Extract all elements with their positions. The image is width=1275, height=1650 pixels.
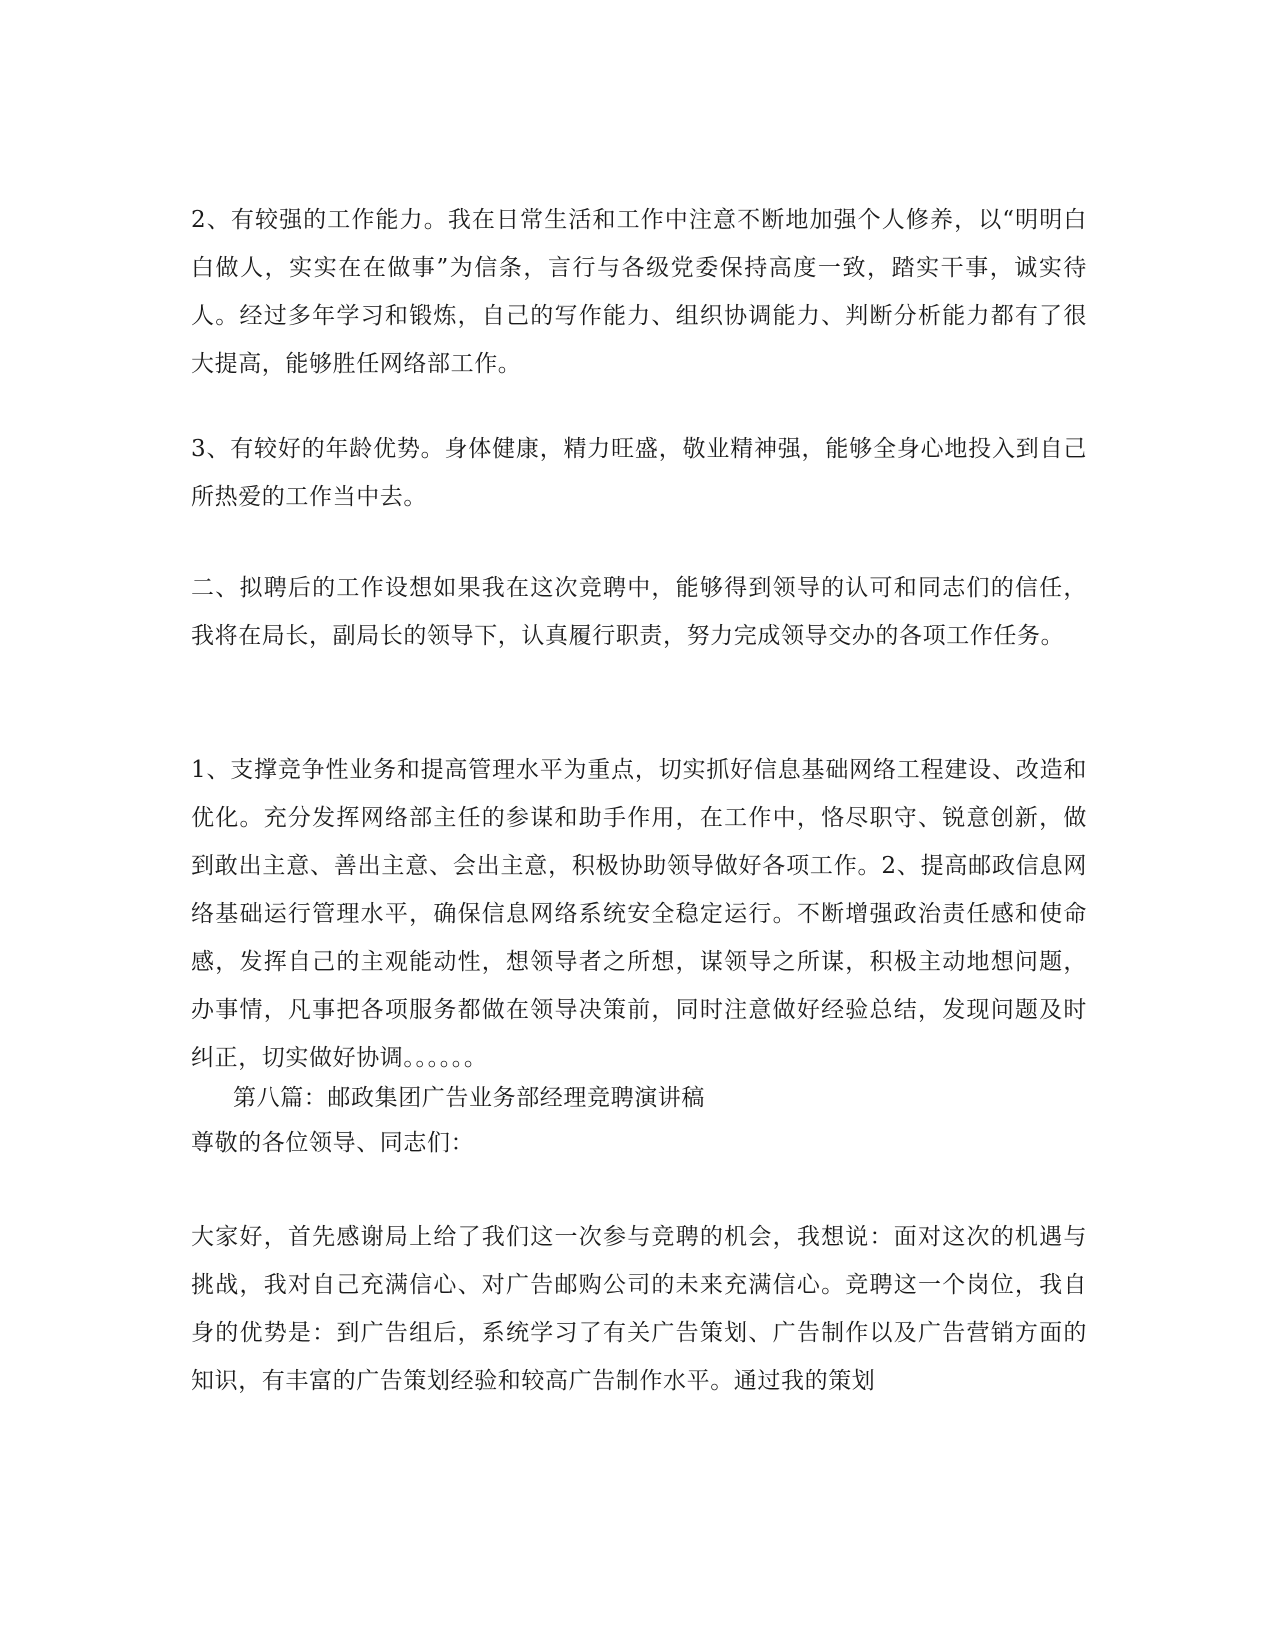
- paragraph-age-advantage: 3、有较好的年龄优势。身体健康，精力旺盛，敬业精神强，能够全身心地投入到自己所热爱的工作当中去。: [191, 436, 1087, 510]
- paragraph-work-plan: 二、拟聘后的工作设想如果我在这次竞聘中，能够得到领导的认可和同志们的信任，我将在局长，副局长的领导下，认真履行职责，努力完成领导交办的各项工作任务。: [191, 575, 1087, 649]
- section-title: 第八篇：邮政集团广告业务部经理竞聘演讲稿: [233, 1085, 705, 1111]
- paragraph-work-measures: 1、支撑竞争性业务和提高管理水平为重点，切实抓好信息基础网络工程建设、改造和优化。充分发挥网络部主任的参谋和助手作用，在工作中，恪尽职守、锐意创新，做到敢出主意、善出主意、会出主意，积极协助领导做好各项工作。2、提高邮政信息网络基础运行管理水平，确保信息网络系统安全稳定运行。不断增强政治责任感和使命感，发挥自己的主观能动性，想领导者之所想，谋领导之所谋，积极主动地想问题，办事情，凡事把各项服务都做在领导决策前，同时注意做好经验总结，发现问题及时纠正，切实做好协调。。。。。。: [191, 757, 1087, 1071]
- salutation: 尊敬的各位领导、同志们：: [191, 1130, 475, 1156]
- paragraph-work-ability: 2、有较强的工作能力。我在日常生活和工作中注意不断地加强个人修养，以“明明白白做人，实实在在做事”为信条，言行与各级党委保持高度一致，踏实干事，诚实待人。经过多年学习和锻炼，自己的写作能力、组织协调能力、判断分析能力都有了很大提高，能够胜任网络部工作。: [191, 207, 1087, 377]
- paragraph-opening-speech: 大家好，首先感谢局上给了我们这一次参与竞聘的机会，我想说：面对这次的机遇与挑战，我对自己充满信心、对广告邮购公司的未来充满信心。竞聘这一个岗位，我自身的优势是：到广告组后，系统学习了有关广告策划、广告制作以及广告营销方面的知识，有丰富的广告策划经验和较高广告制作水平。通过我的策划: [191, 1224, 1087, 1394]
